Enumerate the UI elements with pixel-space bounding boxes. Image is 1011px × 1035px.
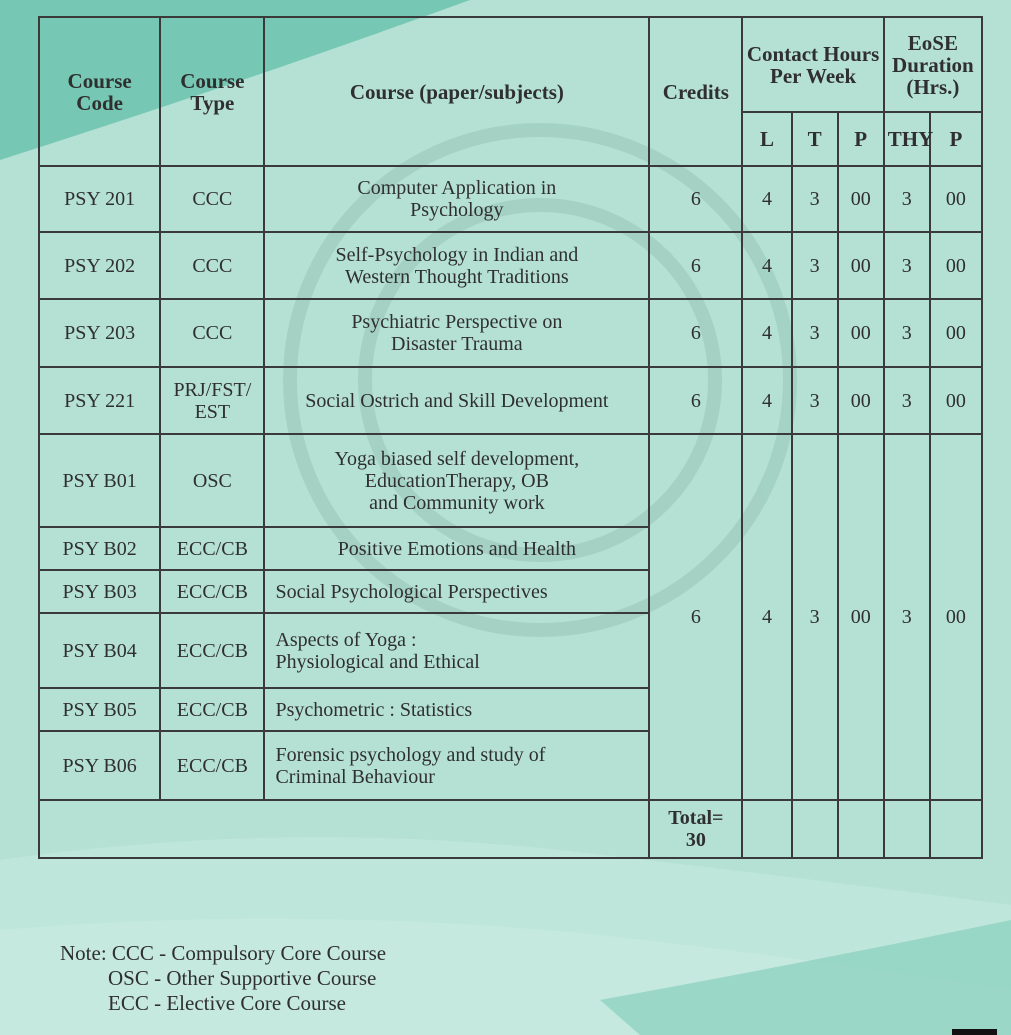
course-name: Social Ostrich and Skill Development (264, 367, 649, 434)
eose-THY: 3 (884, 166, 930, 232)
credits: 6 (649, 299, 742, 367)
eose-P: 00 (930, 299, 982, 367)
course-name: Forensic psychology and study of Criminal Behaviour (264, 731, 649, 800)
hours-L: 4 (742, 367, 791, 434)
course-type: ECC/CB (160, 613, 264, 688)
note-line: Note: CCC - Compulsory Core Course (60, 941, 387, 965)
course-name: Computer Application in Psychology (264, 166, 649, 232)
course-code: PSY 221 (39, 367, 160, 434)
course-type: ECC/CB (160, 688, 264, 731)
course-code: PSY B05 (39, 688, 160, 731)
elective-eose-P: 00 (930, 434, 982, 800)
hours-T: 3 (792, 299, 838, 367)
eose-P: 00 (930, 367, 982, 434)
credits: 6 (649, 367, 742, 434)
note-line: OSC - Other Supportive Course (108, 966, 377, 990)
total-empty-cell (742, 800, 791, 858)
header-L: L (742, 112, 791, 166)
course-code: PSY 202 (39, 232, 160, 299)
course-type: CCC (160, 166, 264, 232)
eose-P: 00 (930, 232, 982, 299)
course-name: Yoga biased self development, EducationTherapy, OB and Community work (264, 434, 649, 527)
header-THY: THY (884, 112, 930, 166)
hours-P: 00 (838, 232, 884, 299)
notes (60, 941, 386, 1016)
table-row (39, 434, 982, 527)
header-course-type: Course Type (160, 17, 264, 166)
hours-L: 4 (742, 166, 791, 232)
table-row (39, 367, 982, 434)
eose-P: 00 (930, 166, 982, 232)
hours-L: 4 (742, 299, 791, 367)
hours-T: 3 (792, 232, 838, 299)
elective-eose-THY: 3 (884, 434, 930, 800)
course-code: PSY B03 (39, 570, 160, 613)
header-contact-hours: Contact Hours Per Week (742, 17, 883, 112)
course-code: PSY 201 (39, 166, 160, 232)
course-name: Aspects of Yoga : Physiological and Ethical (264, 613, 649, 688)
course-table (38, 16, 983, 859)
credits: 6 (649, 232, 742, 299)
course-code: PSY B02 (39, 527, 160, 570)
elective-hours-T: 3 (792, 434, 838, 800)
total-empty (39, 800, 649, 858)
course-type: OSC (160, 434, 264, 527)
course-code: PSY B06 (39, 731, 160, 800)
course-type: CCC (160, 299, 264, 367)
eose-THY: 3 (884, 367, 930, 434)
eose-THY: 3 (884, 232, 930, 299)
course-name: Psychometric : Statistics (264, 688, 649, 731)
course-type: ECC/CB (160, 570, 264, 613)
header-eose: EoSE Duration (Hrs.) (884, 17, 982, 112)
header-course-code: Course Code (39, 17, 160, 166)
hours-P: 00 (838, 367, 884, 434)
course-name: Positive Emotions and Health (264, 527, 649, 570)
hours-T: 3 (792, 166, 838, 232)
hours-L: 4 (742, 232, 791, 299)
table-row (39, 166, 982, 232)
course-name: Psychiatric Perspective on Disaster Trauma (264, 299, 649, 367)
elective-credits: 6 (649, 434, 742, 800)
table-row (39, 232, 982, 299)
course-type: CCC (160, 232, 264, 299)
table-row (39, 299, 982, 367)
total-credits: Total= 30 (649, 800, 742, 858)
total-empty-cell (884, 800, 930, 858)
course-name: Self-Psychology in Indian and Western Thought Traditions (264, 232, 649, 299)
total-empty-cell (930, 800, 982, 858)
course-name: Social Psychological Perspectives (264, 570, 649, 613)
eose-THY: 3 (884, 299, 930, 367)
total-row (39, 800, 982, 858)
header-credits: Credits (649, 17, 742, 166)
course-code: PSY 203 (39, 299, 160, 367)
total-empty-cell (838, 800, 884, 858)
credits: 6 (649, 166, 742, 232)
header-T: T (792, 112, 838, 166)
course-type: ECC/CB (160, 527, 264, 570)
course-type: PRJ/FST/ EST (160, 367, 264, 434)
course-type: ECC/CB (160, 731, 264, 800)
course-code: PSY B04 (39, 613, 160, 688)
header-course-name: Course (paper/subjects) (264, 17, 649, 166)
hours-T: 3 (792, 367, 838, 434)
corner-block (952, 1029, 997, 1035)
elective-hours-P: 00 (838, 434, 884, 800)
elective-hours-L: 4 (742, 434, 791, 800)
note-line: ECC - Elective Core Course (108, 991, 346, 1015)
total-empty-cell (792, 800, 838, 858)
course-code: PSY B01 (39, 434, 160, 527)
header-P2: P (930, 112, 982, 166)
header-P: P (838, 112, 884, 166)
hours-P: 00 (838, 299, 884, 367)
hours-P: 00 (838, 166, 884, 232)
